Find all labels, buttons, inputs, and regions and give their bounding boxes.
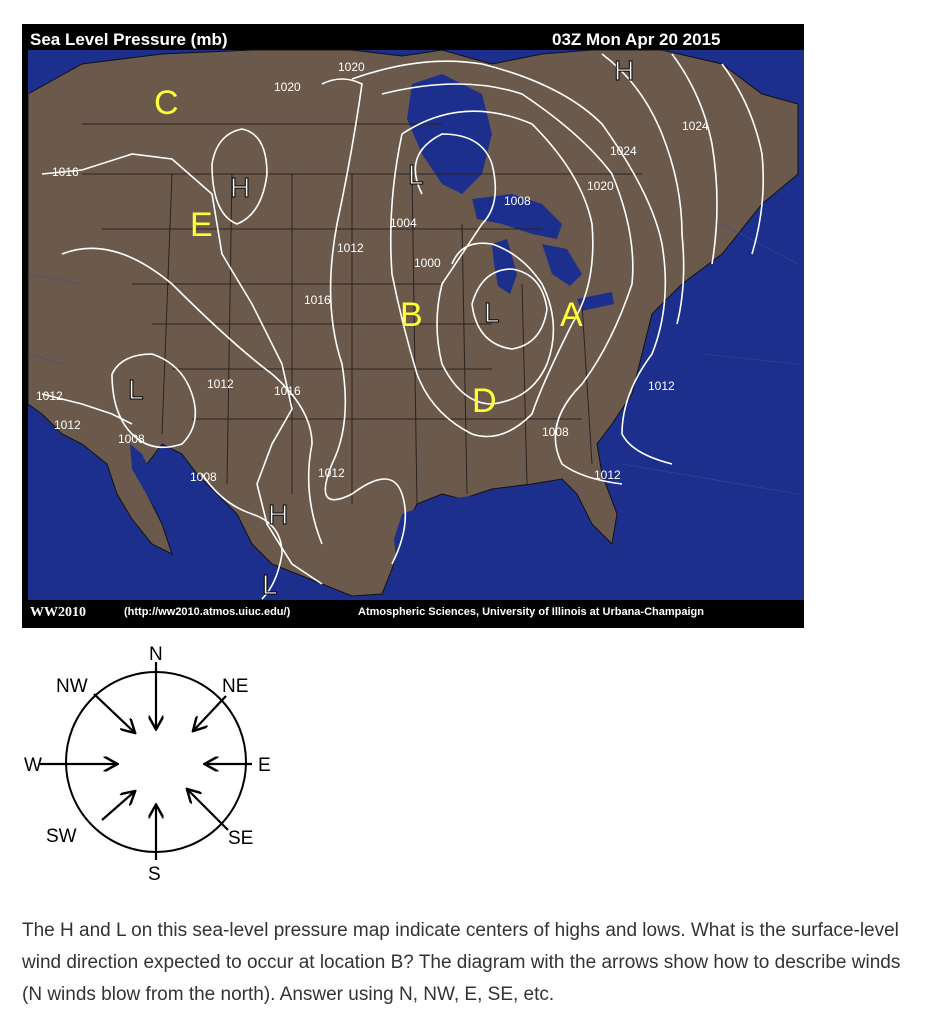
isobar-label: 1020	[587, 179, 614, 193]
isobar-label: 1008	[190, 470, 217, 484]
compass-label-s: S	[148, 864, 161, 885]
isobar-label: 1024	[682, 119, 709, 133]
low-pressure-center: L	[262, 569, 278, 600]
compass-label-w: W	[24, 755, 42, 776]
location-d: D	[472, 382, 497, 420]
isobar-label: 1008	[542, 425, 569, 439]
isobar-label: 1012	[318, 466, 345, 480]
isobar-label: 1012	[648, 379, 675, 393]
high-pressure-center: H	[230, 172, 251, 203]
high-pressure-center: H	[614, 55, 635, 86]
isobar-label: 1024	[610, 144, 637, 158]
isobar-label: 1008	[504, 194, 531, 208]
compass-label-nw: NW	[56, 676, 88, 697]
question-text: The H and L on this sea-level pressure map indicate centers of highs and lows. What is the surface-level wind direction expected to occur at location B? The diagram with the arrows show how to describe winds (N winds blow from the north). Answer using N, NW, E, SE, etc.	[22, 920, 901, 1005]
compass-label-se: SE	[228, 828, 254, 849]
low-pressure-center: L	[408, 159, 424, 190]
compass-label-n: N	[149, 644, 163, 665]
location-a: A	[560, 296, 583, 334]
isobar-label: 1016	[274, 384, 301, 398]
footer-url: (http://ww2010.atmos.uiuc.edu/)	[124, 606, 291, 618]
arrow-from-ne	[194, 696, 226, 730]
footer-logo: WW2010	[30, 605, 86, 620]
isobar-label: 1012	[207, 377, 234, 391]
low-pressure-center: L	[128, 374, 144, 405]
isobar-label: 1012	[337, 241, 364, 255]
isobar-label: 1000	[414, 256, 441, 270]
location-c: C	[154, 84, 179, 122]
map-timestamp: 03Z Mon Apr 20 2015	[552, 30, 721, 49]
isobar-label: 1020	[338, 60, 365, 74]
isobar-label: 1004	[390, 216, 417, 230]
compass-label-e: E	[258, 755, 271, 776]
arrow-from-nw	[94, 694, 134, 732]
high-pressure-center: H	[268, 499, 289, 530]
arrow-from-sw	[102, 792, 134, 820]
arrow-from-se	[188, 790, 228, 830]
isobar-label: 1016	[52, 165, 79, 179]
low-pressure-center: L	[484, 297, 500, 328]
isobar-label: 1008	[118, 432, 145, 446]
map-title: Sea Level Pressure (mb)	[30, 30, 228, 49]
isobar-label: 1012	[54, 418, 81, 432]
isobar-label: 1012	[36, 389, 63, 403]
compass-label-ne: NE	[222, 676, 249, 697]
footer-credit: Atmospheric Sciences, University of Illinois at Urbana-Champaign	[358, 606, 704, 618]
isobar-label: 1016	[304, 293, 331, 307]
pressure-map	[22, 24, 804, 628]
location-b: B	[400, 296, 423, 334]
wind-direction-compass	[22, 640, 282, 890]
compass-label-sw: SW	[46, 826, 77, 847]
isobar-label: 1012	[594, 468, 621, 482]
isobar-label: 1020	[274, 80, 301, 94]
location-e: E	[190, 206, 213, 244]
